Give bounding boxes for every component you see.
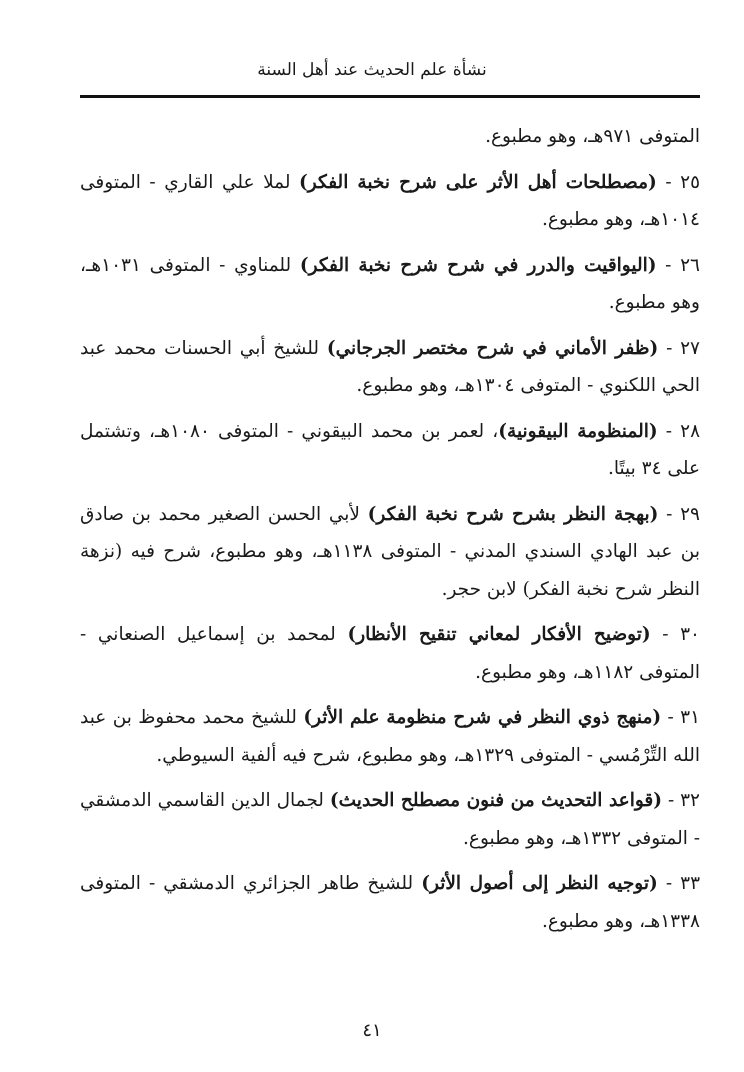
entry-title: (المنظومة البيقونية) bbox=[498, 420, 658, 442]
continuation-line: المتوفى ٩٧١هـ، وهو مطبوع. bbox=[485, 126, 700, 147]
entry-title: (منهج ذوي النظر في شرح منظومة علم الأثر) bbox=[303, 707, 662, 728]
entry-text: للشيخ محمد محفوظ بن عبد الله التِّرْمُسي - المتوفى ١٣٢٩هـ، وهو مطبوع، شرح فيه ألفية السيوطي. bbox=[80, 707, 700, 766]
entry-text: للشيخ طاهر الجزائري الدمشقي - المتوفى ١٣٣٨هـ، وهو مطبوع. bbox=[80, 873, 700, 932]
entry-33 bbox=[80, 865, 700, 940]
entry-number: ٢٨ - bbox=[665, 420, 701, 442]
entry-25 bbox=[80, 164, 700, 239]
header-rule bbox=[80, 95, 700, 98]
entry-title: (بهجة النظر بشرح شرح نخبة الفكر) bbox=[367, 503, 659, 525]
entry-26 bbox=[80, 247, 700, 322]
entry-27 bbox=[80, 330, 700, 405]
entry-text: لجمال الدين القاسمي الدمشقي - المتوفى ١٣٣٢هـ، وهو مطبوع. bbox=[80, 790, 700, 849]
page-body bbox=[80, 118, 700, 948]
entry-number: ٣٢ - bbox=[667, 790, 700, 811]
entry-number: ٣٣ - bbox=[665, 873, 701, 894]
running-header: نشأة علم الحديث عند أهل السنة bbox=[257, 60, 487, 80]
entry-title: (مصطلحات أهل الأثر على شرح نخبة الفكر) bbox=[299, 171, 657, 193]
entry-31 bbox=[80, 699, 700, 774]
entry-text: لأبي الحسن الصغير محمد بن صادق بن عبد الهادي السندي المدني - المتوفى ١١٣٨هـ، وهو مطبوع، شرح فيه (نزهة النظر شرح نخبة الفكر) لابن حجر. bbox=[80, 503, 700, 600]
entry-number: ٢٧ - bbox=[666, 337, 700, 359]
entry-number: ٣٠ - bbox=[662, 624, 700, 645]
page-number: ٤١ bbox=[362, 1020, 382, 1041]
entry-title: (توضيح الأفكار لمعاني تنقيح الأنظار) bbox=[347, 624, 651, 645]
entry-30 bbox=[80, 616, 700, 691]
entry-32 bbox=[80, 782, 700, 857]
entry-title: (ظفر الأماني في شرح مختصر الجرجاني) bbox=[326, 337, 659, 359]
entry-number: ٣١ - bbox=[667, 707, 701, 728]
entry-text: ، لعمر بن محمد البيقوني - المتوفى ١٠٨٠هـ، وتشتمل على ٣٤ بيتًا. bbox=[80, 420, 700, 479]
entry-title: (اليواقيت والدرر في شرح شرح نخبة الفكر) bbox=[299, 254, 657, 276]
entry-text: للشيخ أبي الحسنات محمد عبد الحي اللكنوي - المتوفى ١٣٠٤هـ، وهو مطبوع. bbox=[80, 337, 700, 396]
entry-text: لمحمد بن إسماعيل الصنعاني - المتوفى ١١٨٢هـ، وهو مطبوع. bbox=[80, 624, 700, 683]
entry-number: ٢٦ - bbox=[665, 254, 700, 276]
entry-29 bbox=[80, 496, 700, 609]
entry-number: ٢٥ - bbox=[665, 171, 701, 193]
entry-text: للمناوي - المتوفى ١٠٣١هـ، وهو مطبوع. bbox=[80, 254, 700, 313]
entry-title: (توجيه النظر إلى أصول الأثر) bbox=[421, 873, 658, 894]
entry-number: ٢٩ - bbox=[666, 503, 700, 525]
entry-28 bbox=[80, 413, 700, 488]
entry-title: (قواعد التحديث من فنون مصطلح الحديث) bbox=[329, 790, 662, 811]
entry-text: لملا علي القاري - المتوفى ١٠١٤هـ، وهو مطبوع. bbox=[80, 171, 700, 230]
